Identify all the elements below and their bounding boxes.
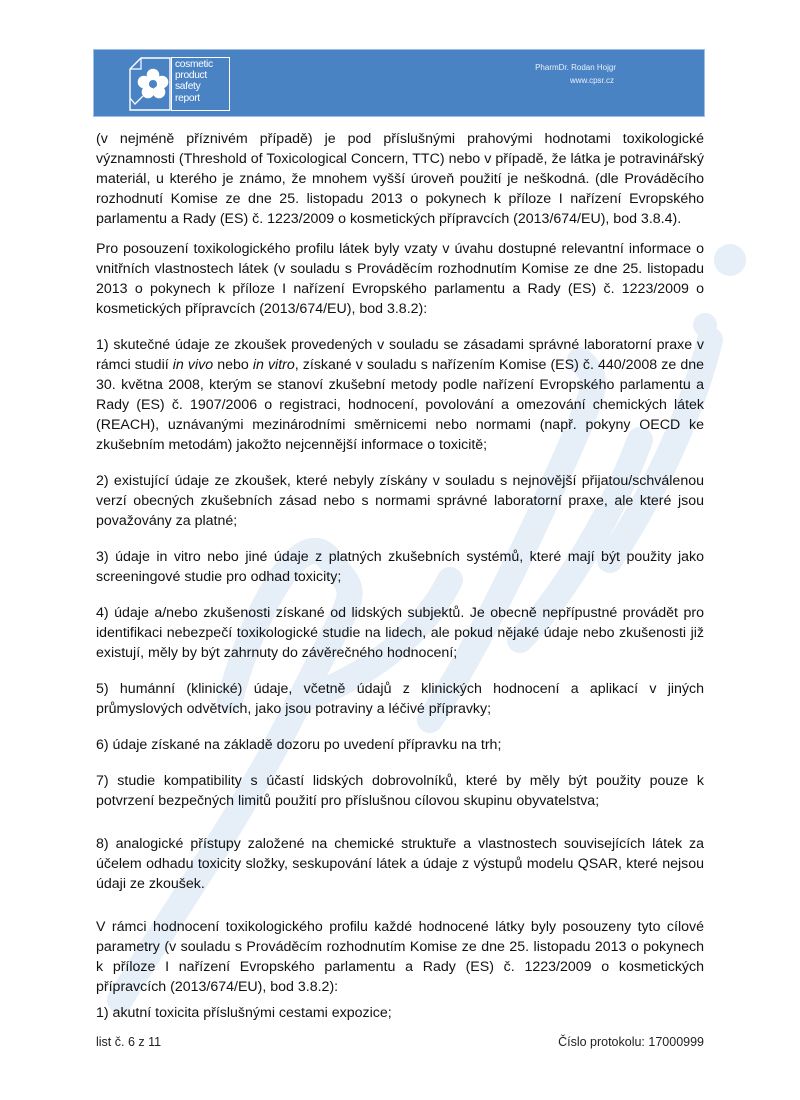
endpoint-item-1: 1) akutní toxicita příslušnými cestami expozice; bbox=[96, 1005, 392, 1021]
italic-term: in vivo bbox=[172, 357, 214, 373]
logo-line: product bbox=[175, 70, 207, 82]
cpsr-logo bbox=[129, 57, 231, 111]
text-span: , získané v souladu s nařízením Komise (ES) č. 440/2008 ze dne 30. května 2008, kterým se stanoví zkušební metody podle nařízení Evropského parlamentu a Rady (ES) č. 1907/2006 o registraci, hodnocení, povolování a omezování chemických látek (REACH), uznávanými mezinárodními směrnicemi nebo normami (např. pokyny OECD ke zkušebním metodám) jakožto nejcennější informace o toxicitě; bbox=[96, 357, 704, 453]
paragraph-intro-sources: Pro posouzení toxikologického profilu látek byly vzaty v úvahu dostupné relevantní informace o vnitřních vlastnostech látek (v souladu s Prováděcím rozhodnutím Komise ze dne 25. listopadu 2013 o pokynech k příloze I nařízení Evropského parlamentu a Rady (ES) č. 1223/2009 o kosmetických přípravcích (2013/674/EU), bod 3.8.2): bbox=[96, 241, 704, 317]
flower-document-icon bbox=[129, 57, 171, 111]
logo-line: cosmetic bbox=[175, 59, 213, 70]
list-item-4: 4) údaje a/nebo zkušenosti získané od lidských subjektů. Je obecně nepřípustné provádět pro identifikaci nebezpečí toxikologické studie na lidech, ale pokud nějaké údaje nebo zkušenosti již existují, měly by být zahrnuty do závěrečného hodnocení; bbox=[96, 605, 704, 661]
logo-text-box bbox=[171, 57, 230, 111]
header-banner bbox=[93, 49, 705, 117]
list-item-8: 8) analogické přístupy založené na chemické struktuře a vlastnostech souvisejících látek za účelem odhadu toxicity složky, seskupování látek a údaje z výstupů modelu QSAR, které nejsou údaji ze zkoušek. bbox=[96, 836, 704, 892]
list-item-3: 3) údaje in vitro nebo jiné údaje z platných zkušebních systémů, které mají být použity jako screeningové studie pro odhad toxicity; bbox=[96, 549, 704, 585]
author-name: PharmDr. Rodan Hojgr bbox=[535, 63, 616, 72]
document-body bbox=[96, 129, 704, 1023]
text-span: 1) skutečné údaje ze zkoušek provedených v souladu se zásadami správné laboratorní praxe v rámci studií bbox=[96, 337, 704, 373]
logo-line: report bbox=[175, 92, 200, 104]
list-item-1 bbox=[96, 335, 704, 455]
logo-line: safety bbox=[175, 81, 201, 93]
list-item-6: 6) údaje získané na základě dozoru po uvedení přípravku na trh; bbox=[96, 737, 502, 753]
paragraph-endpoints-intro: V rámci hodnocení toxikologického profilu každé hodnocené látky byly posouzeny tyto cílové parametry (v souladu s Prováděcím rozhodnutím Komise ze dne 25. listopadu 2013 o pokynech k příloze I nařízení Evropského parlamentu a Rady (ES) č. 1223/2009 o kosmetických přípravcích (2013/674/EU), bod 3.8.2): bbox=[96, 919, 704, 995]
website-link[interactable]: www.cpsr.cz bbox=[569, 76, 614, 85]
italic-term: in vitro bbox=[252, 357, 295, 373]
protocol-number: Číslo protokolu: 17000999 bbox=[558, 1035, 704, 1049]
logo-text bbox=[175, 59, 213, 104]
text-span: nebo bbox=[213, 357, 253, 373]
list-item-7: 7) studie kompatibility s účastí lidských dobrovolníků, které by měly být použity pouze k potvrzení bezpečných limitů použití pro příslušnou cílovou skupinu obyvatelstva; bbox=[96, 773, 704, 809]
list-item-5: 5) humánní (klinické) údaje, včetně údajů z klinických hodnocení a aplikací v jiných průmyslových odvětvích, jako jsou potraviny a léčivé přípravky; bbox=[96, 681, 704, 717]
list-item-2: 2) existující údaje ze zkoušek, které nebyly získány v souladu s nejnovější přijatou/schválenou verzí obecných zkušebních zásad nebo s normami správné laboratorní praxe, ale které jsou považovány za platné; bbox=[96, 473, 704, 529]
header-contact bbox=[535, 61, 616, 87]
paragraph-ttc: (v nejméně příznivém případě) je pod příslušnými prahovými hodnotami toxikologické významnosti (Threshold of Toxicological Concern, TTC) nebo v případě, že látka je potravinářský materiál, u kterého je známo, že mnohem vyšší úroveň použití je neškodná. (dle Prováděcího rozhodnutí Komise ze dne 25. listopadu 2013 o pokynech k příloze I nařízení Evropského parlamentu a Rady (ES) č. 1223/2009 o kosmetických přípravcích (2013/674/EU), bod 3.8.4). bbox=[96, 131, 704, 227]
page-number: list č. 6 z 11 bbox=[96, 1035, 162, 1049]
page-footer bbox=[96, 1035, 704, 1049]
